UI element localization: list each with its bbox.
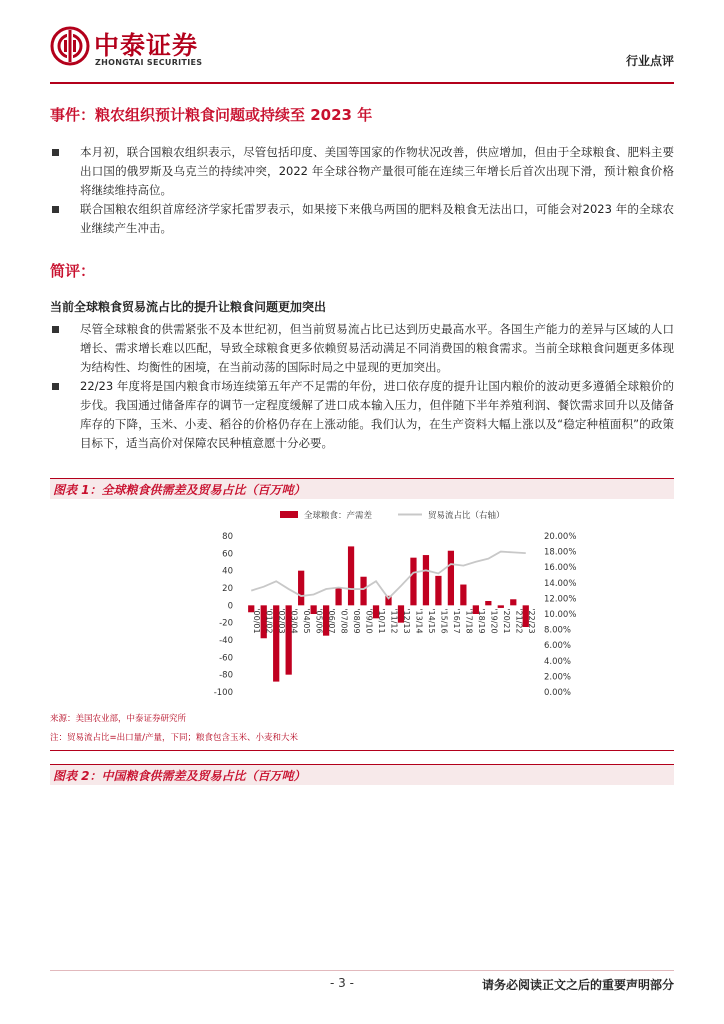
y-tick-label: 60 [222, 549, 233, 560]
figure1-chart [50, 502, 674, 707]
y-tick-label: 80 [222, 532, 233, 542]
x-tick-label: '14/15 [426, 608, 436, 634]
footer-disclaimer: 请务必阅读正文之后的重要声明部分 [481, 978, 674, 992]
company-name-cn: 中泰证券 [94, 31, 199, 60]
bullet-text: 22/23 年度将是国内粮食市场连续第五年产不足需的年份，进口依存度的提升让国内粮价的波动更多遵循全球粮价的步伐。我国通过储备库存的调节一定程度缓解了进口成本输入压力，但伴随下半年养殖利润、餐饮需求回升以及储备库存的下降，玉米、小麦、稻谷的价格仍存在上涨动能。我们认为，在生产资料大幅上涨以及“稳定种植面积”的政策目标下，适当高价对保障农民种植意愿十分必要。 [80, 379, 674, 450]
y-tick-label: -20 [219, 618, 233, 629]
bar [485, 601, 491, 605]
comment-subheading: 当前全球粮食贸易流占比的提升让粮食问题更加突出 [50, 300, 327, 314]
x-tick-label: '16/17 [451, 608, 461, 634]
figure1-title-bar [50, 478, 674, 499]
trade-share-line [251, 552, 526, 599]
figure2-title-bar [50, 764, 674, 785]
bar [335, 587, 341, 605]
page-number: - 3 - [330, 976, 354, 990]
list-item [50, 200, 674, 238]
y2-tick-label: 14.00% [544, 578, 577, 589]
header-divider [50, 82, 674, 84]
x-tick-label: '00/01 [252, 608, 262, 634]
y-axis-right [544, 532, 576, 698]
x-tick-label: '18/19 [476, 608, 486, 634]
bullet-square-icon [52, 206, 59, 213]
x-tick-label: '04/05 [302, 608, 312, 634]
bullet-square-icon [52, 326, 59, 333]
company-logo-icon [50, 26, 90, 66]
x-tick-label: '12/13 [401, 608, 411, 634]
line-series [251, 552, 526, 599]
x-tick-label: '15/16 [439, 608, 449, 634]
y-tick-label: -60 [219, 653, 233, 664]
y2-tick-label: 6.00% [544, 641, 572, 652]
list-item [50, 143, 674, 200]
y2-tick-label: 4.00% [544, 656, 572, 667]
comment-bullets [50, 320, 674, 453]
x-tick-label: '08/09 [352, 608, 362, 634]
bar [348, 546, 354, 605]
figure1-note: 注：贸易流占比=出口量/产量，下同；粮食包含玉米、小麦和大米 [50, 733, 298, 743]
bar [360, 577, 366, 606]
x-tick-label: '05/06 [314, 608, 324, 634]
figure1-source: 来源：美国农业部，中泰证券研究所 [50, 714, 187, 724]
bullet-square-icon [52, 149, 59, 156]
y-tick-label: -40 [219, 636, 233, 646]
bullet-text: 尽管全球粮食的供需紧张不及本世纪初，但当前贸易流占比已达到历史最高水平。各国生产能力的差异与区域的人口增长、需求增长难以匹配，导致全球粮食更多依赖贸易活动满足不同消费国的粮食需求。当前全球粮食问题更多体现为结构性、均衡性的困境，在当前动荡的国际时局之中显现的更加突出。 [80, 322, 674, 374]
comment-heading: 简评： [50, 262, 96, 280]
y-tick-label: -100 [213, 688, 233, 698]
figure1-title: 图表 1：全球粮食供需差及贸易占比（百万吨） [53, 483, 306, 497]
company-name-en: ZHONGTAI SECURITIES [95, 58, 203, 67]
legend-label: 贸易流占比（右轴） [428, 511, 505, 521]
legend-bar-swatch [280, 511, 298, 518]
y2-tick-label: 8.00% [544, 625, 572, 636]
bar [448, 551, 454, 606]
figure2-title: 图表 2：中国粮食供需差及贸易占比（百万吨） [53, 769, 306, 783]
x-axis-labels [252, 608, 536, 633]
y2-tick-label: 16.00% [544, 563, 577, 574]
x-tick-label: '10/11 [377, 608, 387, 634]
x-tick-label: '11/12 [389, 608, 399, 634]
y2-tick-label: 18.00% [544, 547, 577, 558]
bar [435, 576, 441, 605]
event-heading: 事件：粮农组织预计粮食问题或持续至 2023 年 [50, 106, 373, 124]
bar [460, 585, 466, 606]
bar [510, 599, 516, 605]
y2-tick-label: 2.00% [544, 672, 572, 683]
page-header [50, 22, 674, 82]
y-tick-label: 0 [227, 601, 233, 612]
bullet-text: 联合国粮农组织首席经济学家托雷罗表示，如果接下来俄乌两国的肥料及粮食无法出口，可能会对2023 年的全球农业继续产生冲击。 [80, 202, 674, 235]
event-bullets [50, 143, 674, 238]
bullet-square-icon [52, 383, 59, 390]
x-tick-label: '07/08 [339, 608, 349, 634]
list-item [50, 377, 674, 453]
x-tick-label: '01/02 [264, 608, 274, 634]
footer-divider [50, 970, 674, 971]
x-tick-label: '09/10 [364, 608, 374, 634]
x-tick-label: '17/18 [464, 608, 474, 634]
list-item [50, 320, 674, 377]
bar [410, 558, 416, 606]
x-tick-label: '21/22 [514, 608, 524, 634]
x-tick-label: '22/23 [526, 608, 536, 634]
y2-tick-label: 12.00% [544, 594, 577, 605]
y-tick-label: 40 [222, 566, 233, 577]
bar [423, 555, 429, 605]
y2-tick-label: 20.00% [544, 532, 577, 542]
y-axis-left [214, 532, 233, 698]
x-tick-label: '06/07 [327, 608, 337, 634]
y-tick-label: -80 [219, 670, 233, 681]
x-tick-label: '03/04 [289, 608, 299, 634]
bullet-text: 本月初，联合国粮农组织表示，尽管包括印度、美国等国家的作物状况改善，供应增加，但由于全球粮食、肥料主要出口国的俄罗斯及乌克兰的持续冲突，2022 年全球谷物产量很可能在连续三年增长后首次出现下滑，预计粮食价格将继续维持高位。 [80, 145, 674, 197]
x-tick-label: '20/21 [501, 608, 511, 634]
figure1-bottom-rule [50, 750, 674, 751]
y-tick-label: 20 [222, 584, 233, 594]
bar [298, 571, 304, 606]
x-tick-label: '02/03 [277, 608, 287, 634]
report-type: 行业点评 [625, 54, 674, 68]
legend-label: 全球粮食：产需差 [304, 511, 373, 521]
y2-tick-label: 0.00% [544, 688, 572, 698]
chart-legend [280, 510, 505, 521]
x-tick-label: '19/20 [489, 608, 499, 634]
y2-tick-label: 10.00% [544, 610, 577, 620]
x-tick-label: '13/14 [414, 608, 424, 634]
